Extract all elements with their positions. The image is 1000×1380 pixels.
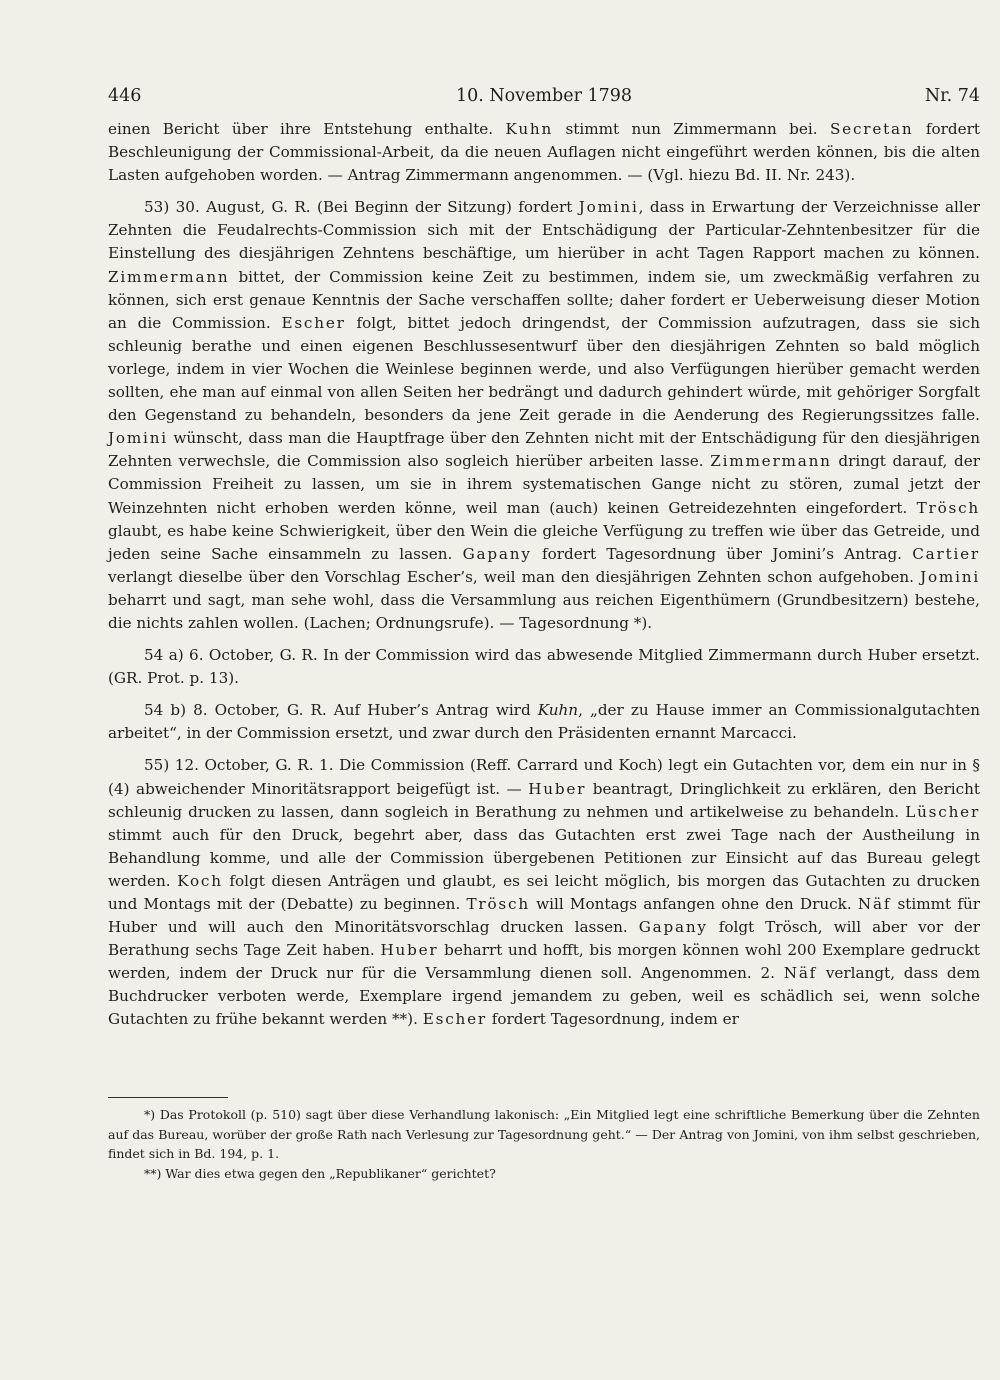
paragraph-55 [108,754,980,1031]
text-run: stimmt auch für den Druck, begehrt aber, dass das Gutachten erst zwei Tage nach der Austheilung in Behandlung komme, und alle der Commission übergebenen Petitionen zur Einsicht auf das Bureau gelegt werden. [108,825,980,890]
paragraph-53 [108,196,980,635]
issue-number: Nr. 74 [924,86,980,106]
speaker-name: Escher [281,313,346,332]
speaker-name: Huber [380,941,439,960]
text-run: folgt Trösch, will aber vor der Berathung sechs Tage Zeit haben. [108,918,981,960]
text-run: 54 a) 6. October, G. R. In der Commission wird das abwesende Mitglied Zimmermann durch Huber ersetzt. (GR. Prot. p. 13). [108,646,980,688]
speaker-name: Jomini [578,198,639,217]
footnote-divider [108,1097,228,1098]
speaker-name: Näf [857,895,892,913]
paragraph-54a [108,644,980,690]
text-run: 54 b) 8. October, G. R. Auf Huber’s Antrag wird [144,701,538,720]
text-run: fordert Beschleunigung der Commissional-Arbeit, da die neuen Auflagen nicht eingeführt werden können, bis die alten Lasten aufgehoben worden. — Antrag Zimmermann angenommen. — (Vgl. hiezu Bd. II. Nr. 243). [108,120,980,185]
text-run: einen Bericht über ihre Entstehung enthalte. [108,120,506,138]
paragraph-54b [108,699,980,745]
text-run: verlangt, dass dem Buchdrucker verboten werde, Exemplare irgend jemandem zu geben, weil es schädlich sei, wenn solche Gutachten zu frühe bekannt werden **). [108,964,981,1029]
text-run: , „der zu Hause immer an Commissionalgutachten arbeitet“, in der Commission ersetzt, und zwar durch den Präsidenten ernannt Marcacci. [108,701,980,743]
text-run: beharrt und sagt, man sehe wohl, dass die Versammlung aus reichen Eigenthümern (Grundbesitzern) bestehe, die nichts zahlen wollen. (Lachen; Ordnungsrufe). — Tagesordnung *). [108,590,980,632]
text-run: 53) 30. August, G. R. (Bei Beginn der Sitzung) fordert [144,198,579,217]
speaker-name: Escher [422,1010,487,1029]
body-text [108,118,980,1032]
speaker-name: Cartier [912,544,980,563]
speaker-name: Trösch [916,498,980,517]
text-run: fordert Tagesordnung über Jomini’s Antrag. [531,544,913,563]
text-run: bittet, der Commission keine Zeit zu bestimmen, indem sie, um zweckmäßig verfahren zu können, sich erst genaue Kenntnis der Sache verschaffen sollte; daher fordert er Ueberweisung dieser Motion an die Commission. [108,267,980,332]
text-run: wünscht, dass man die Hauptfrage über den Zehnten nicht mit der Entschädigung für den diesjährigen Zehnten verwechsle, die Commission also sogleich hierüber arbeiten lasse. [108,429,980,471]
speaker-name: Gapany [462,544,532,563]
speaker-name: Näf [783,964,818,983]
italic-name: Kuhn [537,701,579,720]
speaker-name: Trösch [466,895,530,913]
text-run: stimmt für Huber und will auch den Minoritätsvorschlag drucken lassen. [108,895,981,937]
text-run: will Montags anfangen ohne den Druck. [529,895,858,913]
text-run: beharrt und hofft, bis morgen können wohl 200 Exemplare gedruckt werden, indem der Druck nur für die Versammlung dienen soll. Angenommen. 2. [108,941,980,983]
footnote: *) Das Protokoll (p. 510) sagt über diese Verhandlung lakonisch: „Ein Mitglied legt eine schriftliche Bemerkung über die Zehnten auf das Bureau, worüber der große Rath nach Verlesung zur Tagesordnung geht.“ — Der Antrag von Jomini, von ihm selbst geschrieben, findet sich in Bd. 194, p. 1. [108,1107,980,1161]
speaker-name: Jomini [108,429,168,448]
speaker-name: Huber [528,779,587,798]
page-number: 446 [108,86,142,106]
text-run: stimmt nun Zimmermann bei. [553,120,830,138]
text-run: dringt darauf, der Commission Freiheit zu lassen, um sie in ihrem systematischen Gange nicht zu stören, zumal jetzt der Weinzehnten nicht erhoben werden könne, weil man (auch) keinen Getreidezehnten eingefordert. [108,452,980,517]
speaker-name: Zimmermann [108,267,230,286]
speaker-name: Jomini [920,567,980,586]
text-run: fordert Tagesordnung, indem er [486,1010,739,1029]
text-run: , dass in Erwartung der Verzeichnisse aller Zehnten die Feudalrechts-Commission sich mit der Entschädigung der Particular-Zehntenbesitzer für die Einstellung des diesjährigen Zehntens beschäftige, um hierüber in acht Tagen Rapport machen zu können. [108,198,980,263]
header-date: 10. November 1798 [455,86,633,106]
text-run: folgt diesen Anträgen und glaubt, es sei leicht möglich, bis morgen das Gutachten zu drucken und Montags mit der (Debatte) zu beginnen. [108,871,980,913]
text-run: folgt, bittet jedoch dringendst, der Commission aufzutragen, dass sie sich schleunig berathe und einen eigenen Beschlussesentwurf über den diesjährigen Zehnten so bald möglich vorlege, indem in vier Wochen die Weinlese beginnen werde, und also Verfügungen hierüber gemacht werden sollten, ehe man auf einmal von allen Seiten her bedrängt und dadurch gehindert würde, mit gehöriger Sorgfalt den Gegenstand zu behandeln, besonders da jene Zeit gerade in die Aenderung des Regierungssitzes falle. [108,313,980,425]
speaker-name: Secretan [829,120,914,138]
text-run: 55) 12. October, G. R. 1. Die Commission (Reff. Carrard und Koch) legt ein Gutachten vor, dem ein nur in § (4) abweichender Minoritätsrapport beigefügt ist. — [108,756,980,798]
text-run: glaubt, es habe keine Schwierigkeit, über den Wein die gleiche Verfügung zu treffen wie über das Getreide, und jeden seine Sache einsammeln zu lassen. [108,521,980,563]
paragraph-continuation [108,118,980,187]
speaker-name: Zimmermann [710,452,832,471]
speaker-name: Gapany [638,918,708,937]
text-run: beantragt, Dringlichkeit zu erklären, den Bericht schleunig drucken zu lassen, dann sogleich in Berathung zu nehmen und artikelweise zu behandeln. [108,779,980,821]
speaker-name: Koch [177,871,223,890]
speaker-name: Lüscher [905,802,980,821]
footnotes [108,1105,980,1183]
page-header [108,86,980,112]
text-run: verlangt dieselbe über den Vorschlag Escher’s, weil man den diesjährigen Zehnten schon aufgehoben. [108,567,921,586]
speaker-name: Kuhn [505,120,554,138]
footnote: **) War dies etwa gegen den „Republikaner“ gerichtet? [144,1165,496,1181]
